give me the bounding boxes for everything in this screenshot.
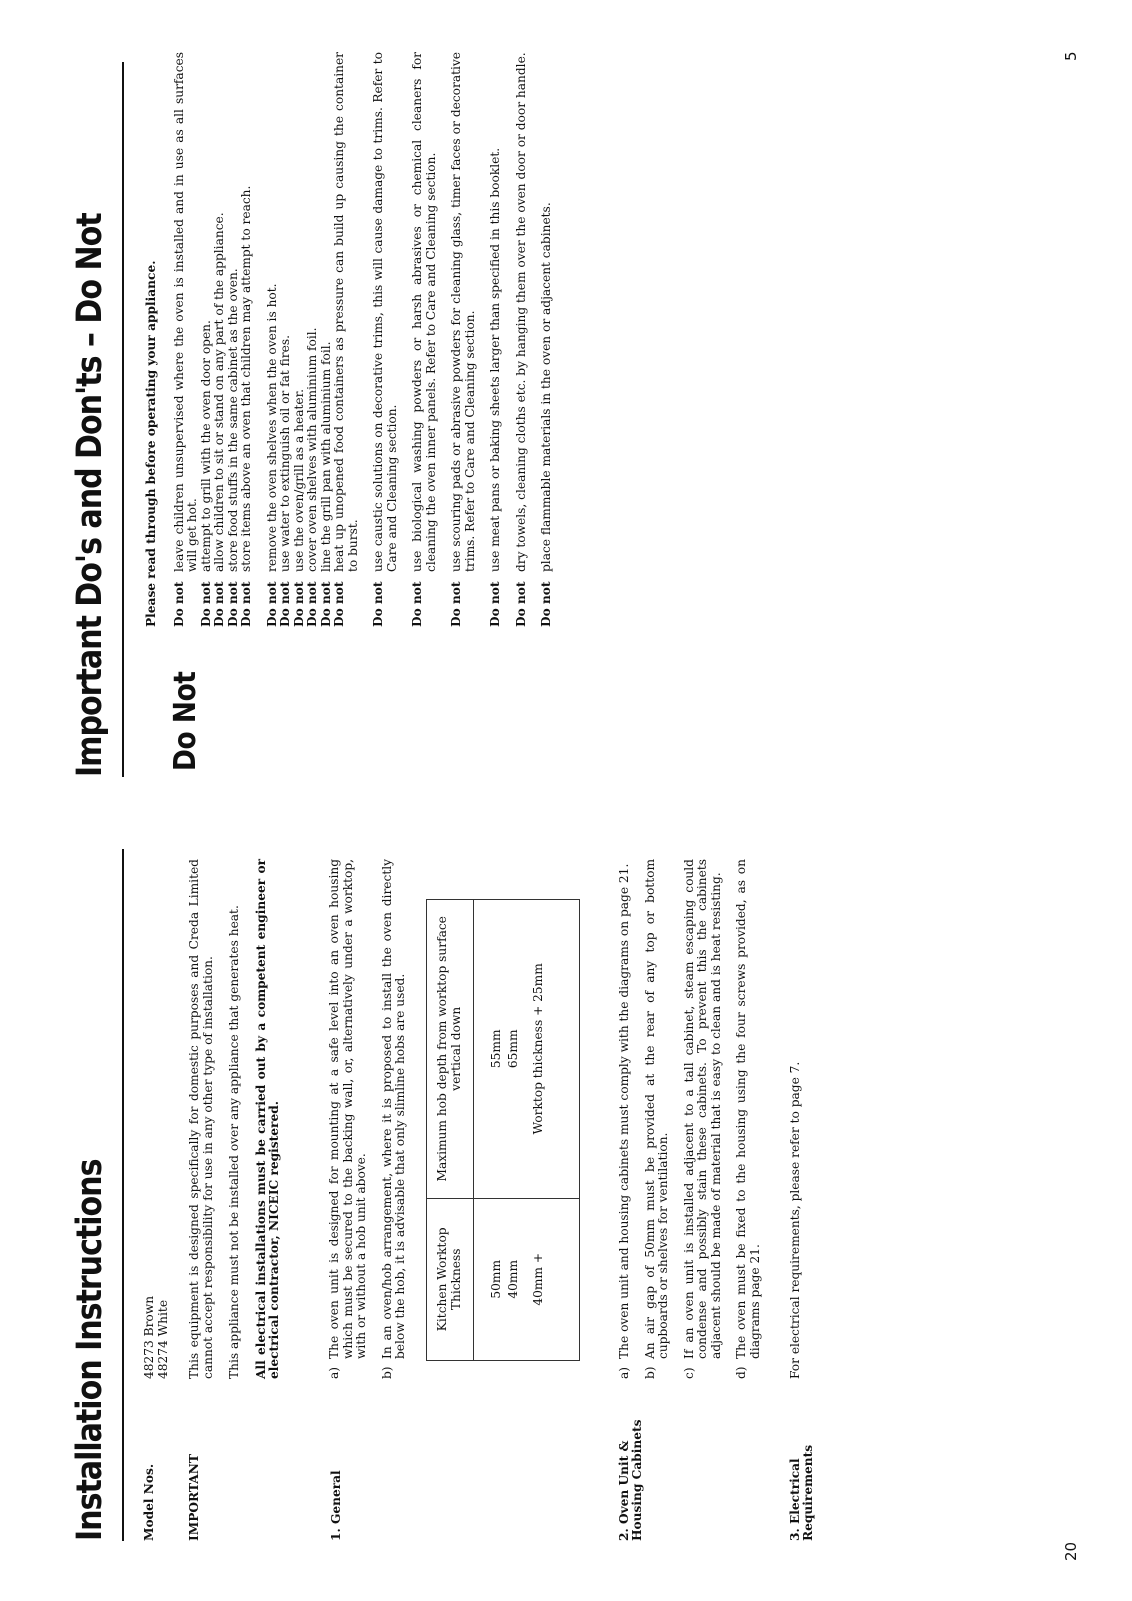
do-not-prefix: Do not [171,581,186,627]
do-not-text: store food stuffs in the same cabinet as the oven. [225,268,240,572]
do-not-item [306,52,320,627]
do-not-item [489,52,503,627]
do-not-prefix: Do not [278,581,292,627]
item-text: If an oven unit is installed adjacent to a tall cabinet, steam escaping could condense and possibly stain these cabinets. To prevent this the cabinets adjacent should be made of material that is easy to clean and is heat resisting. [681,859,723,1359]
do-not-prefix: Do not [225,581,240,627]
important-paragraph: This equipment is designed specifically for domestic purposes and Creda Limited cannot accept responsibility for use in any other type of installation. [187,859,215,1379]
do-not-text: heat up unopened food containers as pressure can build up causing the container to burst. [332,52,360,572]
do-not-text: use caustic solutions on decorative trims, this will cause damage to trims. Refer to Care and Cleaning section. [371,52,399,572]
do-not-text: remove the oven shelves when the oven is hot. [264,283,279,572]
list-item [735,859,762,1379]
do-not-item [227,52,241,627]
title-rule [122,62,124,777]
cell-value: 40mm + [530,1252,545,1306]
model-label: Model Nos. [142,1463,156,1541]
model-number: 48273 Brown [142,1295,156,1379]
general-section [328,859,580,1379]
do-not-prefix: Do not [198,581,213,627]
page-number: 20 [1062,1541,1080,1561]
do-not-prefix: Do not [539,581,553,627]
do-not-item [240,52,254,627]
do-not-item [540,52,554,627]
electrical-note: All electrical installations must be carried out by a competent engineer or electrical contractor, NICEIC registered. [253,859,281,1379]
oven-unit-section [618,859,774,1379]
cell-value: Worktop thickness + 25mm [530,963,545,1135]
do-not-item [266,52,280,627]
item-text: The oven unit is designed for mounting at a safe level into an oven housing which must be secured to the backing wall, or, alternatively under a worktop, with or without a hob unit above. [327,859,368,1359]
electrical-label: 3. Electrical Requirements [788,1444,815,1541]
do-not-item [372,52,399,627]
cell-value: 40mm [505,1260,520,1299]
item-text: The oven unit and housing cabinets must comply with the diagrams on page 21. [617,863,631,1359]
title-rule [122,849,124,1541]
table-cell [473,1198,579,1360]
do-not-prefix: Do not [488,581,502,627]
do-not-prefix: Do not [305,581,319,627]
do-not-prefix: Do not [212,581,226,627]
list-item [381,859,408,1379]
do-not-item [320,52,334,627]
cell-value: 55mm [488,1029,503,1069]
important-paragraph: This appliance must not be installed over any appliance that generates heat. [227,905,241,1379]
table-header: Kitchen Worktop Thickness [426,1198,473,1360]
page-title: Important Do's and Don'ts – Do Not [70,213,110,777]
item-text: The oven must be fixed to the housing using the four screws provided, as on diagrams page 21. [734,859,762,1359]
do-not-text: store items above an oven that children may attempt to reach. [239,185,253,572]
do-not-prefix: Do not [449,581,463,627]
do-not-text: use biological washing powders or harsh abrasives or chemical cleaners for cleaning the oven inner panels. Refer to Care and Cleaning section. [410,52,438,572]
do-not-item [293,52,307,627]
do-not-item [411,52,438,627]
list-item [618,859,632,1379]
do-not-item [173,52,200,627]
table-header: Maximum hob depth from worktop surface vertical down [426,900,473,1199]
item-letter: a) [327,1366,341,1379]
do-not-item [450,52,477,627]
model-number: 48274 White [155,1299,170,1379]
page-title: Installation Instructions [70,1159,110,1541]
list-item [644,859,671,1379]
do-not-prefix: Do not [513,581,528,627]
do-not-prefix: Do not [371,581,385,627]
do-not-prefix: Do not [318,581,333,627]
model-numbers [143,859,170,1379]
do-not-item [515,52,529,627]
do-not-prefix: Do not [291,581,306,627]
do-not-prefix: Do not [264,581,279,627]
do-not-item [200,52,214,627]
do-not-prefix: Do not [410,581,424,627]
oven-unit-label: 2. Oven Unit & Housing Cabinets [617,1419,644,1541]
installation-instructions-page [0,801,1132,1601]
do-not-prefix: Do not [332,581,346,627]
electrical-text: For electrical requirements, please refer to page 7. [788,1061,802,1379]
general-label: 1. General [329,1470,343,1541]
do-not-prefix: Do not [239,581,253,627]
list-item [328,859,369,1379]
do-not-text: use the oven/grill as a heater. [291,389,306,572]
hob-depth-table [426,899,580,1361]
table-row [473,900,579,1361]
important-section [188,859,295,1379]
intro-text: Please read through before operating your appliance. [144,260,158,627]
list-item [683,859,724,1379]
do-not-heading: Do Not [168,671,203,771]
item-letter: a) [617,1366,631,1379]
do-not-text: allow children to sit or stand on any part of the appliance. [212,212,226,572]
item-text: In an oven/hob arrangement, where it is proposed to install the oven directly below the hob, it is advisable that only slimline hobs are used. [379,859,407,1359]
do-not-text: cover oven shelves with aluminium foil. [305,327,319,572]
table-cell [473,900,579,1199]
do-not-list [145,52,554,627]
do-not-items [173,52,554,627]
do-not-text: attempt to grill with the oven door open. [198,320,213,572]
do-not-item [279,52,293,627]
do-not-text: place flammable materials in the oven or adjacent cabinets. [539,202,553,572]
do-not-text: use water to extinguish oil or fat fires. [278,335,292,572]
page-number: 5 [1062,51,1080,61]
important-label: IMPORTANT [187,1454,201,1541]
item-letter: b) [379,1366,394,1379]
cell-value: 50mm [488,1260,503,1299]
cell-value: 65mm [505,1029,520,1069]
item-letter: c) [681,1367,696,1379]
do-not-text: use meat pans or baking sheets larger than specified in this booklet. [488,147,502,572]
do-not-item [333,52,360,627]
table-header-row [426,900,473,1361]
item-letter: b) [642,1366,657,1379]
item-text: An air gap of 50mm must be provided at the rear of any top or bottom cupboards or shelves for ventilation. [642,859,670,1359]
do-not-text: dry towels, cleaning cloths etc. by hanging them over the oven door or door handle. [513,52,528,572]
do-not-text: leave children unsupervised where the oven is installed and in use as all surfaces will get hot. [171,52,199,572]
do-not-text: line the grill pan with aluminium foil. [318,341,333,572]
item-letter: d) [734,1366,748,1379]
do-not-item [213,52,227,627]
do-not-text: use scouring pads or abrasive powders for cleaning glass, timer faces or decorative trims. Refer to Care and Cleaning section. [449,52,477,572]
